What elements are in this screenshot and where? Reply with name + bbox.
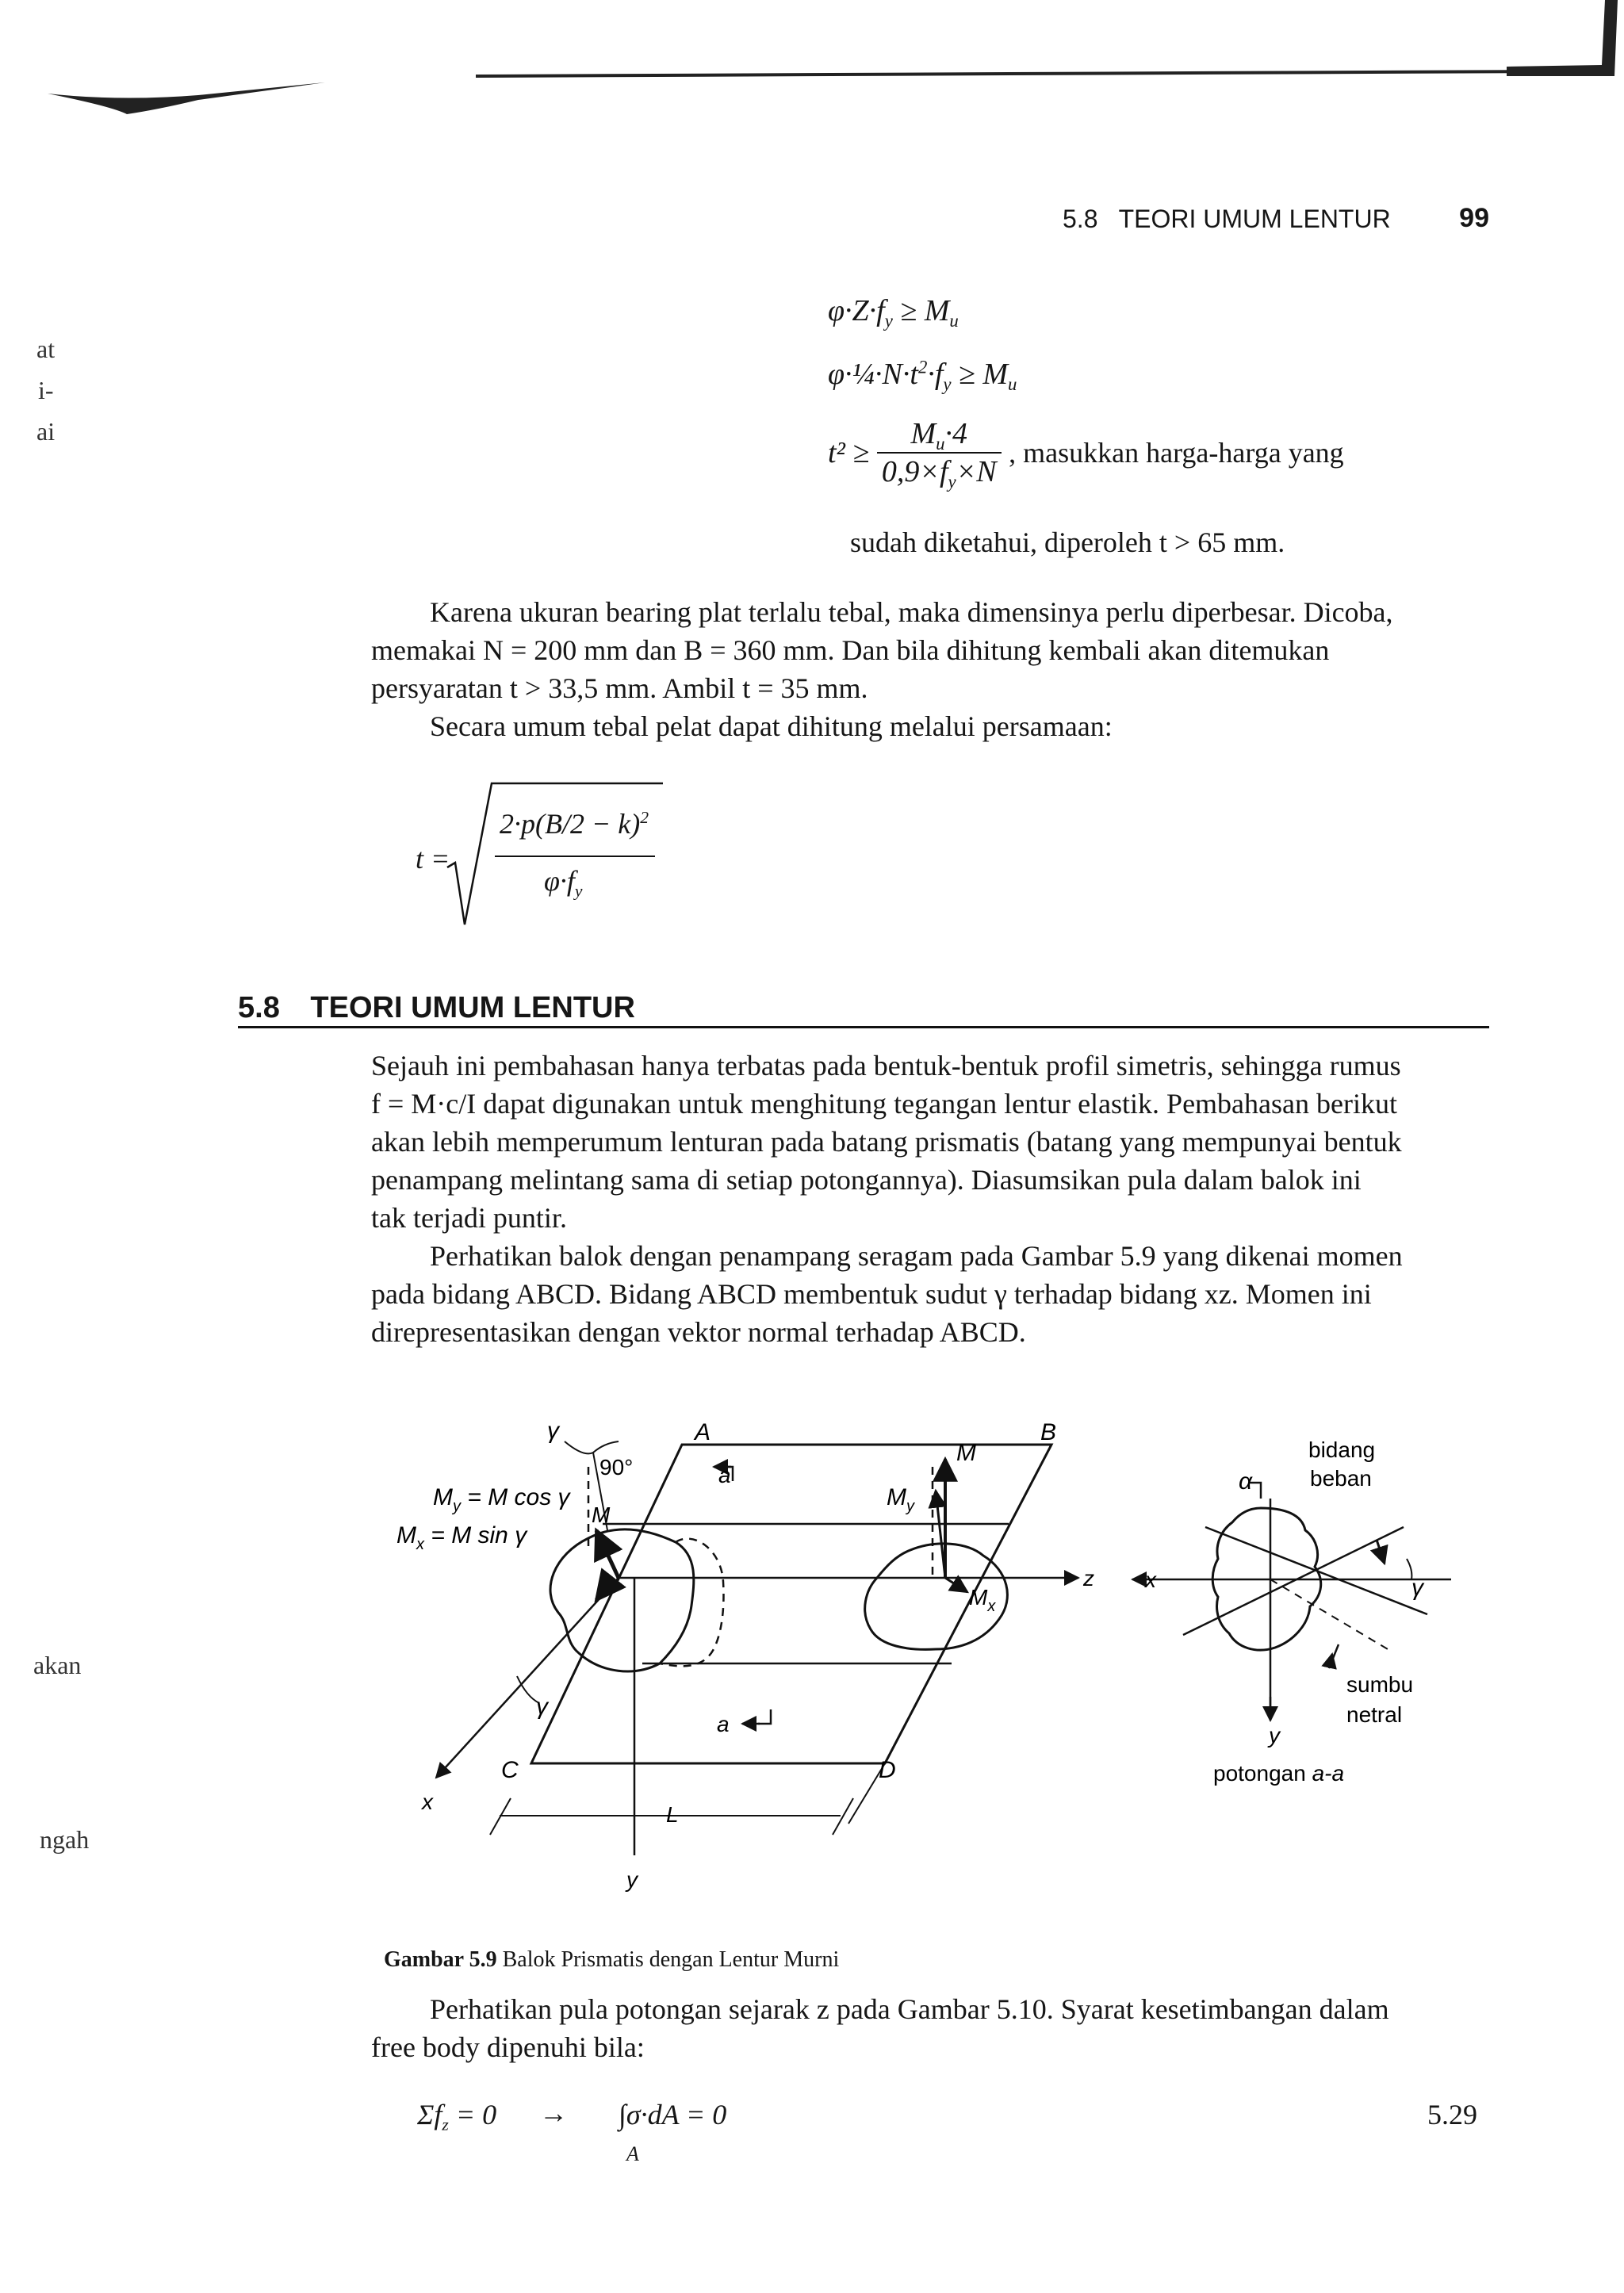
scan-line-top <box>476 71 1554 76</box>
label-alpha: α <box>1239 1468 1253 1495</box>
section-number: 5.8 <box>238 991 280 1024</box>
formula-line-3: t² ≥ $\frac{M_u\cdot 4}{0,9\times f_y\times N}$ , masukkan harga-harga yang <box>828 417 1344 492</box>
paragraph-line: akan lebih memperumum lenturan pada batang prismatis (batang yang mempunyai bentuk <box>371 1126 1402 1158</box>
label-a-point: A <box>695 1419 711 1445</box>
scan-smudge-left <box>48 82 325 114</box>
paragraph-line: Perhatikan pula potongan sejarak z pada Gambar 5.10. Syarat kesetimbangan dalam <box>430 1993 1389 2025</box>
label-beban: beban <box>1310 1466 1372 1491</box>
label-m-left: M <box>592 1503 611 1527</box>
section-paragraph-1 <box>371 1047 1486 1237</box>
x-axis <box>436 1578 619 1778</box>
label-bidang: bidang <box>1308 1437 1376 1462</box>
running-header <box>1063 200 1491 241</box>
formula-fraction: $\frac{M_u\cdot 4}{0,9\times f_y\times N}$ <box>877 415 1002 490</box>
label-potongan-aa: potongan a-a <box>1213 1761 1345 1786</box>
paragraph-line: pada bidang ABCD. Bidang ABCD membentuk sudut γ terhadap bidang xz. Momen ini <box>371 1278 1372 1310</box>
paragraph-thickness: Secara umum tebal pelat dapat dihitung melalui persamaan: <box>430 710 1113 742</box>
label-y-section: y <box>1269 1723 1280 1748</box>
formula-t-denominator: $\varphi\cdot f_y$ <box>544 865 583 901</box>
paragraph-line: direpresentasikan dengan vektor normal terhadap ABCD. <box>371 1316 1026 1348</box>
moment-vector-mx-left <box>596 1582 611 1600</box>
section-aa-neutral-axis <box>1183 1527 1404 1635</box>
figure-caption-label: Gambar 5.9 <box>384 1947 497 1972</box>
paragraph-line: Karena ukuran bearing plat terlalu tebal, maka dimensinya perlu diperbesar. Dicoba, <box>430 596 1393 628</box>
paragraph-line: free body dipenuhi bila: <box>371 2031 645 2063</box>
label-netral: netral <box>1346 1702 1403 1727</box>
label-x-axis: x <box>422 1790 433 1814</box>
label-mx-right: $M_x$ <box>969 1585 996 1615</box>
formula-t-lhs: t = <box>416 843 450 875</box>
running-title: 5.8 TEORI UMUM LENTUR <box>1063 205 1391 233</box>
equation-5-29-integral-domain: A <box>626 2142 639 2165</box>
paragraph-line: penampang melintang sama di setiap potongannya). Diasumsikan pula dalam balok ini <box>371 1164 1362 1196</box>
ninety-arc <box>593 1441 619 1453</box>
label-sumbu: sumbu <box>1346 1672 1414 1697</box>
label-l-dimension: L <box>666 1802 679 1827</box>
gamma-arc-top <box>565 1441 593 1453</box>
equation-5-29-arrow: → <box>539 2097 568 2129</box>
label-b-point: B <box>1040 1419 1057 1445</box>
label-gamma-bottom: γ <box>536 1694 548 1720</box>
label-x-section: x <box>1145 1568 1156 1592</box>
equation-5-29-rhs: ∫σ·dA = 0 <box>619 2099 727 2130</box>
paragraph-bearing <box>371 593 1486 707</box>
formula-result-line: sudah diketahui, diperoleh t > 65 mm. <box>850 526 1285 558</box>
formula-line-1: $\varphi\cdot Z\cdot f_y \ge M_u$ <box>828 294 959 331</box>
top-scan-marks <box>0 0 1624 135</box>
equation-5-29-lhs: $\Sigma f_z = 0$ <box>417 2099 497 2134</box>
label-m-right: M <box>956 1440 976 1466</box>
formula-t-radical <box>412 780 666 931</box>
paragraph-line: Sejauh ini pembahasan hanya terbatas pada bentuk-bentuk profil simetris, sehingga rumus <box>371 1050 1401 1081</box>
section-aa-load-arrow <box>1377 1540 1385 1564</box>
section-rule <box>238 1026 1489 1028</box>
margin-fragment: akan <box>33 1651 82 1679</box>
section-arrow-bottom <box>758 1709 771 1724</box>
label-my-equation: $M_y = M$ cos γ <box>433 1484 570 1515</box>
label-my-right: $M_y$ <box>887 1484 914 1515</box>
margin-fragment: ai <box>36 417 56 446</box>
paragraph-after-figure <box>371 1990 1486 2066</box>
label-mx-equation: $M_x = M$ sin γ <box>396 1522 527 1553</box>
margin-fragment: at <box>36 335 56 363</box>
figure-caption-text: Balok Prismatis dengan Lentur Murni <box>496 1947 840 1972</box>
figure-5-9 <box>381 1411 1475 1919</box>
formula-line-2: $\varphi\cdot\frac{1}{4}\cdot N\cdot t^2\cdot f_y \ge M_u$ <box>828 357 1017 394</box>
paragraph-line: f = M·c/I dapat digunakan untuk menghitung tegangan lentur elastik. Pembahasan berikut <box>371 1088 1397 1120</box>
label-gamma-top: γ <box>547 1418 559 1444</box>
paragraph-line: memakai N = 200 mm dan B = 360 mm. Dan bila dihitung kembali akan ditemukan <box>371 634 1330 666</box>
label-c-point: C <box>501 1757 519 1783</box>
section-paragraph-2 <box>371 1237 1486 1351</box>
margin-fragment: ngah <box>40 1825 90 1854</box>
label-gamma-section: γ <box>1411 1575 1423 1601</box>
label-y-axis: y <box>626 1867 638 1892</box>
page-number: 99 <box>1459 203 1489 233</box>
label-a-section-bottom: a <box>717 1712 730 1736</box>
figure-caption <box>373 1922 839 1973</box>
equation-number: 5.29 <box>1427 2099 1477 2130</box>
scan-corner-right <box>1507 0 1618 76</box>
formula-t-numerator: $2\cdot p(B/2 - k)^2$ <box>500 808 649 840</box>
moment-vector-left <box>596 1530 619 1578</box>
paragraph-line: tak terjadi puntir. <box>371 1202 567 1234</box>
label-z-axis: z <box>1083 1566 1094 1591</box>
section-title: TEORI UMUM LENTUR <box>310 991 635 1024</box>
label-a-section-top: a <box>718 1463 731 1487</box>
section-aa-dashed <box>1270 1579 1388 1649</box>
paragraph-line: Perhatikan balok dengan penampang seragam pada Gambar 5.9 yang dikenai momen <box>430 1240 1403 1272</box>
moment-vector-mx-right <box>945 1578 967 1592</box>
left-section-blob <box>550 1529 694 1671</box>
margin-fragment: i- <box>38 376 54 404</box>
label-d-point: D <box>879 1757 896 1783</box>
section-heading <box>238 991 635 1025</box>
label-ninety-degrees: 90° <box>599 1455 634 1480</box>
paragraph-line: persyaratan t > 33,5 mm. Ambil t = 35 mm. <box>371 672 868 704</box>
